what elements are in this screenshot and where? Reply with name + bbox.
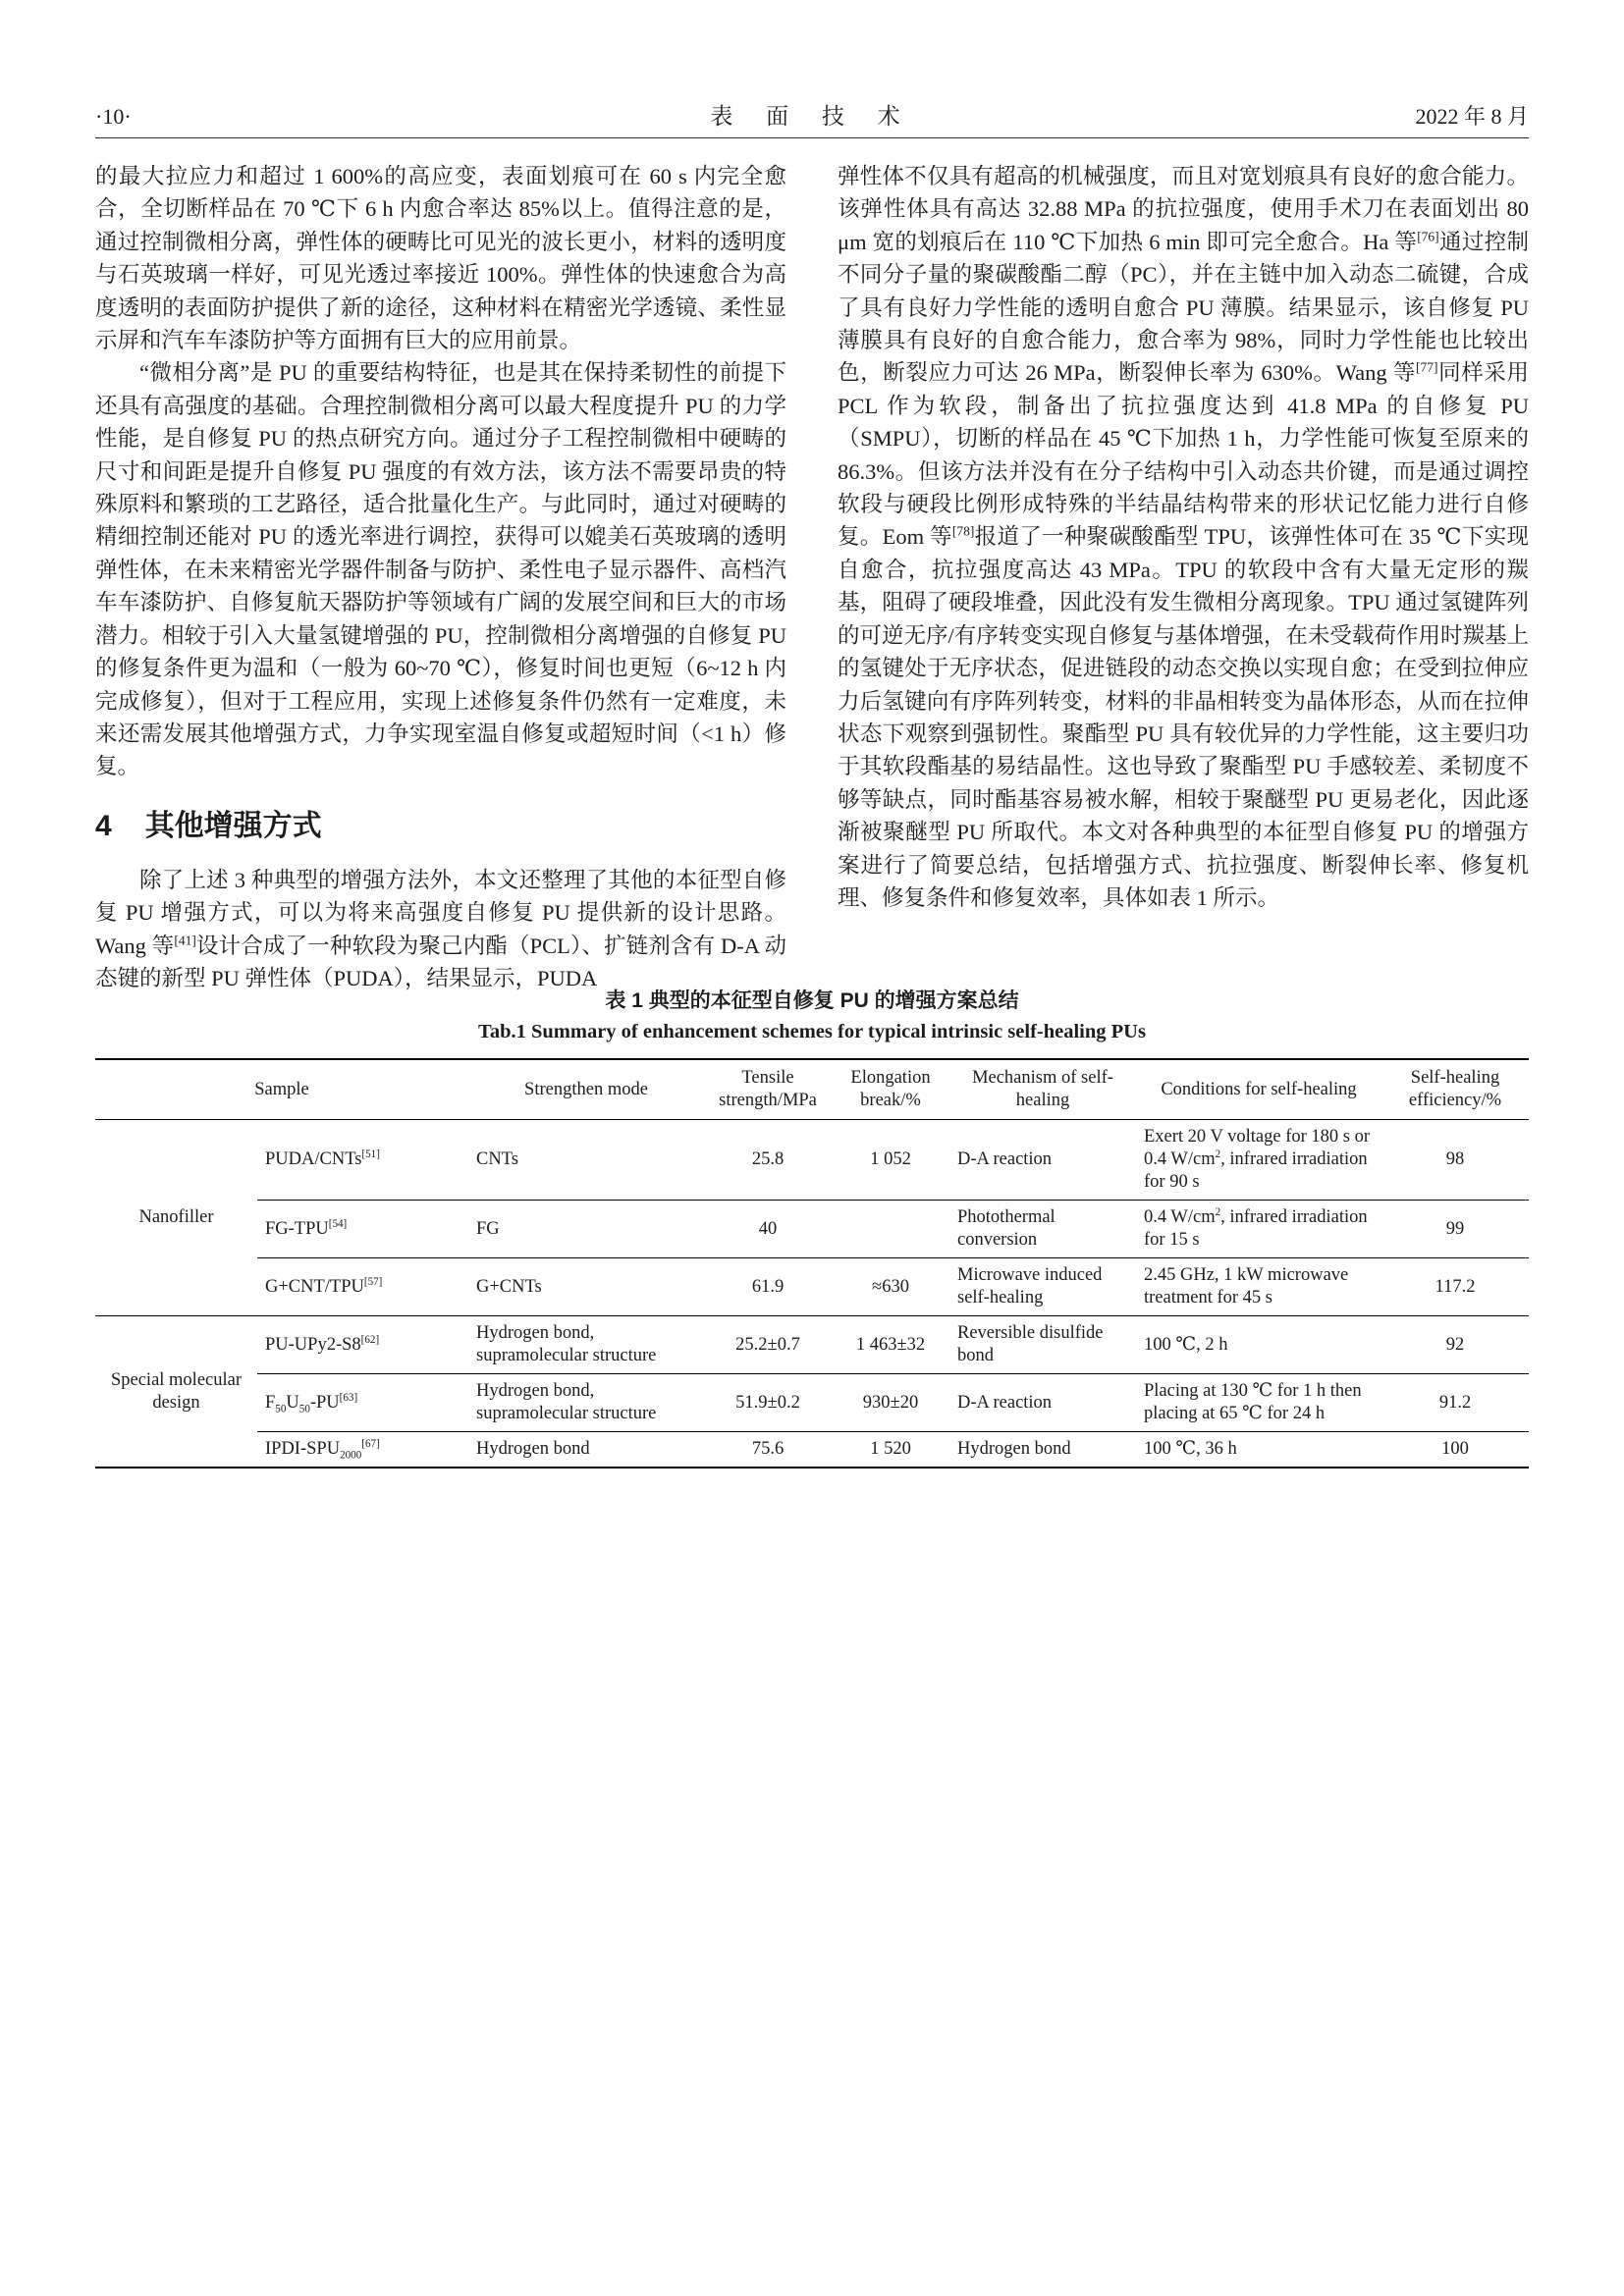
table-block: [95, 988, 1529, 1468]
table-row: [95, 1374, 1529, 1432]
cell-tensile: 40: [704, 1201, 832, 1258]
cell-efficiency: 98: [1445, 1149, 1465, 1169]
cell-mode: Hydrogen bond, supramolecular structure: [468, 1374, 704, 1432]
table-row: [95, 1432, 1529, 1468]
cell-conditions: Placing at 130 ℃ for 1 h then placing at 65 ℃ for 24 h: [1136, 1374, 1381, 1432]
cell-mechanism: Photothermal conversion: [949, 1201, 1136, 1258]
cell-elongation: 1 520: [832, 1432, 949, 1468]
col-header-strengthen-mode: Strengthen mode: [468, 1059, 704, 1120]
page-number: ·10·: [95, 104, 132, 129]
right-column: [838, 160, 1529, 994]
running-head: [95, 98, 1529, 131]
paragraph-continued: 弹性体不仅具有超高的机械强度，而且对宽划痕具有良好的愈合能力。该弹性体具有高达 32.88 MPa 的抗拉强度，使用手术刀在表面划出 80 μm 宽的划痕后在 110 ℃下加热 6 min 即可完全愈合。Ha 等[76]通过控制不同分子量的聚碳酸酯二醇（PC），并在主链中加入动态二硫键，合成了具有良好力学性能的透明自愈合 PU 薄膜。结果显示，该自修复 PU 薄膜具有良好的自愈合能力，愈合率为 98%，同时力学性能也比较出色，断裂应力可达 26 MPa，断裂伸长率为 630%。Wang 等[77]同样采用 PCL 作为软段，制备出了抗拉强度达到 41.8 MPa 的自修复 PU（SMPU），切断的样品在 45 ℃下加热 1 h，力学性能可恢复至原来的 86.3%。但该方法并没有在分子结构中引入动态共价键，而是通过调控软段与硬段比例形成特殊的半结晶结构带来的形状记忆能力进行自修复。Eom 等[78]报道了一种聚碳酸酯型 TPU，该弹性体可在 35 ℃下实现自愈合，抗拉强度高达 43 MPa。TPU 的软段中含有大量无定形的羰基，阻碍了硬段堆叠，因此没有发生微相分离现象。TPU 通过氢键阵列的可逆无序/有序转变实现自修复与基体增强，在未受载荷作用时羰基上的氢键处于无序状态，促进链段的动态交换以实现自愈；在受到拉伸应力后氢键向有序阵列转变，材料的非晶相转变为晶体形态，从而在拉伸状态下观察到强韧性。聚酯型 PU 具有较优异的力学性能，这主要归功于其软段酯基的易结晶性。这也导致了聚酯型 PU 手感较差、柔韧度不够等缺点，同时酯基容易被水解，相较于聚醚型 PU 更易老化，因此逐渐被聚醚型 PU 所取代。本文对各种典型的本征型自修复 PU 的增强方案进行了简要总结，包括增强方式、抗拉强度、断裂伸长率、修复机理、修复条件和修复效率，具体如表 1 所示。: [838, 164, 1529, 910]
cell-sample: G+CNT/TPU[57]: [257, 1258, 468, 1316]
col-header-efficiency: Self-healing efficiency/%: [1381, 1059, 1529, 1120]
table-caption-en: Tab.1 Summary of enhancement schemes for typical intrinsic self-healing PUs: [478, 1021, 1146, 1042]
cell-sample: FG-TPU[54]: [257, 1201, 468, 1258]
cell-elongation: [832, 1201, 949, 1258]
table-header: [95, 1059, 1529, 1120]
cell-mechanism: Microwave induced self-healing: [949, 1258, 1136, 1316]
cell-efficiency: 99: [1381, 1201, 1529, 1258]
cell-sample: $F_{50}U_{50}-PU[63]$: [257, 1374, 468, 1432]
col-header-sample: Sample: [95, 1059, 468, 1120]
table-row: [95, 1201, 1529, 1258]
section-title: 其他增强方式: [144, 809, 322, 842]
table-row: [95, 1316, 1529, 1374]
col-header-conditions: Conditions for self-healing: [1136, 1059, 1381, 1120]
header-rule: [95, 137, 1529, 138]
cell-mechanism: Reversible disulfide bond: [949, 1316, 1136, 1374]
cell-elongation: 930±20: [832, 1374, 949, 1432]
cell-tensile: 75.6: [704, 1432, 832, 1468]
cell-mode: FG: [468, 1201, 704, 1258]
cell-sample: PUDA/CNTs[51]: [265, 1148, 380, 1169]
paragraph: 除了上述 3 种典型的增强方法外，本文还整理了其他的本征型自修复 PU 增强方式，可以为将来高强度自修复 PU 提供新的设计思路。Wang 等[41]设计合成了一种软段为聚己内酯（PCL）、扩链剂含有 D-A 动态键的新型 PU 弹性体（PUDA），结果显示，PUDA: [95, 867, 786, 990]
cell-tensile: 25.2±0.7: [704, 1316, 832, 1374]
section-heading: [95, 809, 786, 844]
cell-elongation: 1 052: [870, 1149, 911, 1169]
cell-conditions: 100 ℃, 2 h: [1136, 1316, 1381, 1374]
cell-mode: Hydrogen bond, supramolecular structure: [468, 1316, 704, 1374]
col-header-tensile-strength: Tensile strength/MPa: [704, 1059, 832, 1120]
cell-mode: CNTs: [476, 1149, 518, 1169]
col-header-mechanism: Mechanism of self-healing: [949, 1059, 1136, 1120]
table-row: [95, 1258, 1529, 1316]
cell-conditions: 0.4 $W/cm^2$, infrared irradiation for 15 s: [1136, 1201, 1381, 1258]
cell-mechanism: D-A reaction: [957, 1149, 1053, 1169]
cell-conditions: 100 ℃, 36 h: [1136, 1432, 1381, 1468]
table-header-row: [95, 1059, 1529, 1120]
body-text: [95, 160, 1529, 994]
group-label-special-molecular-design: Special molecular design: [95, 1316, 257, 1468]
summary-table: [95, 1058, 1529, 1468]
cell-conditions: 2.45 GHz, 1 kW microwave treatment for 45 s: [1136, 1258, 1381, 1316]
table-row: [95, 1120, 1529, 1201]
cell-mechanism: D-A reaction: [949, 1374, 1136, 1432]
issue-date: 2022 年 8 月: [1415, 104, 1529, 129]
group-label-nanofiller: Nanofiller: [138, 1207, 214, 1227]
cell-efficiency: 100: [1381, 1432, 1529, 1468]
table-body: [95, 1120, 1529, 1468]
cell-tensile: 51.9±0.2: [704, 1374, 832, 1432]
paragraph: “微相分离”是 PU 的重要结构特征，也是其在保持柔韧性的前提下还具有高强度的基础。合理控制微相分离可以最大程度提升 PU 的力学性能，是自修复 PU 的热点研究方向。通过分子工程控制微相中硬畴的尺寸和间距是提升自修复 PU 强度的有效方法，该方法不需要昂贵的特殊原料和繁琐的工艺路径，适合批量化生产。与此同时，通过对硬畴的精细控制还能对 PU 的透光率进行调控，获得可以媲美石英玻璃的透明弹性体，在未来精密光学器件制备与防护、柔性电子显示器件、高档汽车车漆防护、自修复航天器防护等领域有广阔的发展空间和巨大的市场潜力。相较于引入大量氢键增强的 PU，控制微相分离增强的自修复 PU 的修复条件更为温和（一般为 60~70 ℃），修复时间也更短（6~12 h 内完成修复），但对于工程应用，实现上述修复条件仍然有一定难度，未来还需发展其他增强方式，力争实现室温自修复或超短时间（<1 h）修复。: [95, 360, 786, 779]
cell-sample: IPDI-$SPU_{2000}[67]$: [257, 1432, 468, 1468]
cell-mechanism: Hydrogen bond: [949, 1432, 1136, 1468]
cell-elongation: ≈630: [832, 1258, 949, 1316]
left-column: [95, 160, 786, 994]
cell-conditions: Exert 20 V voltage for 180 s or 0.4 $W/cm^2$, infrared irradiation for 90 s: [1144, 1127, 1371, 1192]
cell-elongation: 1 463±32: [832, 1316, 949, 1374]
journal-title: 表 面 技 术: [710, 104, 914, 129]
cell-efficiency: 117.2: [1381, 1258, 1529, 1316]
cell-mode: G+CNTs: [468, 1258, 704, 1316]
cell-tensile: 25.8: [751, 1149, 785, 1169]
cell-efficiency: 92: [1381, 1316, 1529, 1374]
cell-efficiency: 91.2: [1381, 1374, 1529, 1432]
col-header-elongation-break: Elongation break/%: [832, 1059, 949, 1120]
cell-sample: PU-UPy2-S8[62]: [257, 1316, 468, 1374]
paragraph-continued: 的最大拉应力和超过 1 600%的高应变，表面划痕可在 60 s 内完全愈合，全切断样品在 70 ℃下 6 h 内愈合率达 85%以上。值得注意的是，通过控制微相分离，弹性体的硬畴比可见光的波长更小，材料的透明度与石英玻璃一样好，可见光透过率接近 100%。弹性体的快速愈合为高度透明的表面防护提供了新的途径，这种材料在精密光学透镜、柔性显示屏和汽车车漆防护等方面拥有巨大的应用前景。: [95, 164, 786, 353]
table-caption-zh: 表 1 典型的本征型自修复 PU 的增强方案总结: [605, 989, 1019, 1012]
cell-tensile: 61.9: [704, 1258, 832, 1316]
section-number: 4: [95, 809, 112, 842]
cell-mode: Hydrogen bond: [468, 1432, 704, 1468]
